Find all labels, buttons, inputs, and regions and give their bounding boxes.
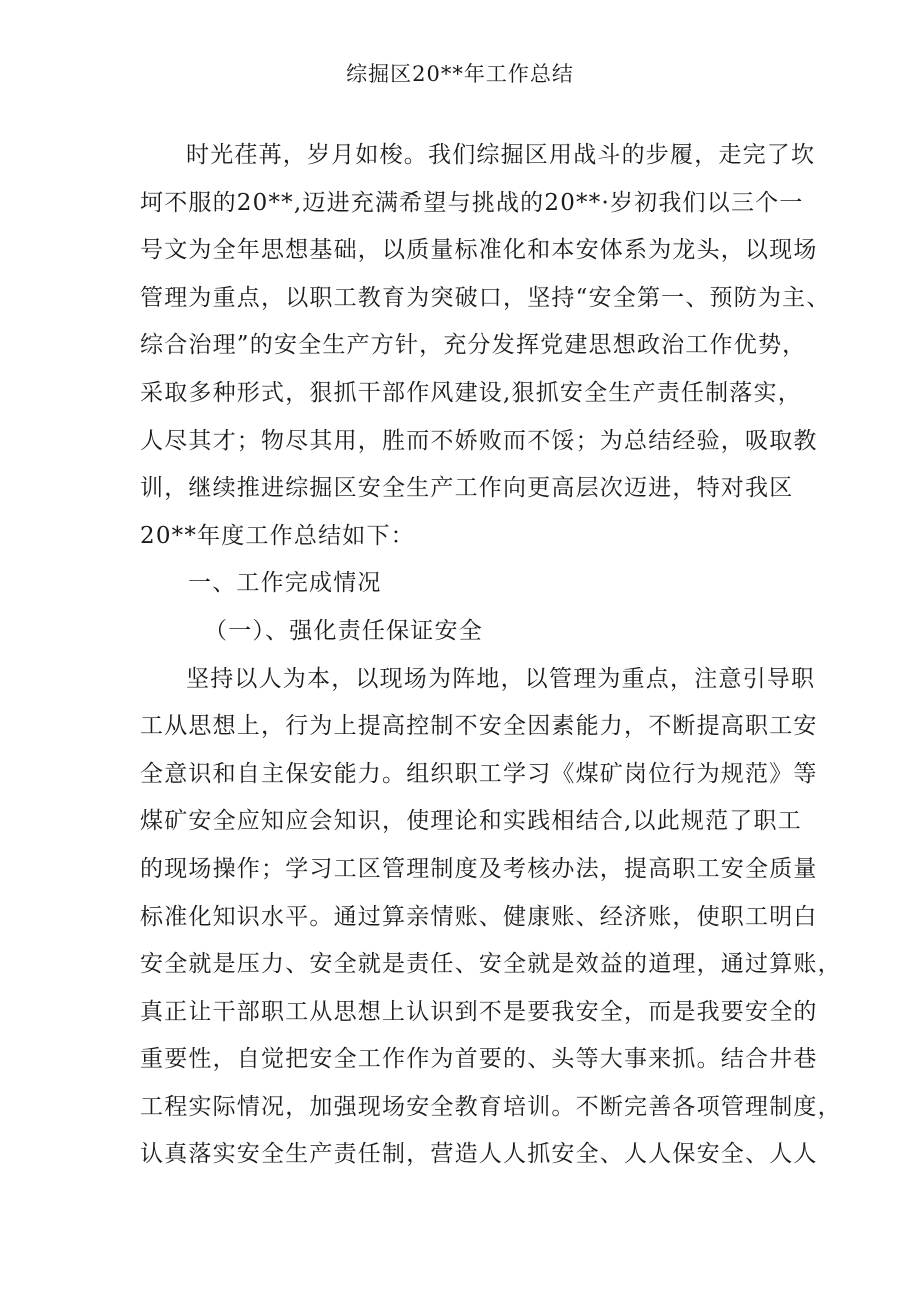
text-line: 真正让干部职工从思想上认识到不是要我安全，而是我要安全的: [140, 998, 818, 1025]
intro-paragraph: [140, 132, 831, 560]
text-line: 坚持以人为本，以现场为阵地，以管理为重点，注意引导职: [186, 665, 816, 692]
text-line: 综合治理”的安全生产方针，充分发挥党建思想政治工作优势，: [140, 332, 807, 359]
text-line: 人尽其才；物尽其用，胜而不娇败而不馁；为总结经验，吸取教: [140, 427, 818, 454]
text-line: 采取多种形式，狠抓干部作风建设,狠抓安全生产责任制落实，: [140, 379, 802, 406]
text-line: 训，继续推进综掘区安全生产工作向更高层次迈进，特对我区: [140, 475, 794, 502]
section-paragraph: [140, 656, 842, 1180]
text-line: 标准化知识水平。通过算亲情账、健康账、经济账，使职工明白: [140, 903, 818, 930]
text-line: 号文为全年思想基础，以质量标准化和本安体系为龙头，以现场: [140, 237, 818, 264]
text-line: 的现场操作；学习工区管理制度及考核办法，提高职工安全质量: [140, 855, 818, 882]
section-heading: 一、工作完成情况: [188, 570, 382, 597]
document-body: [140, 132, 842, 1179]
text-line: 工从思想上，行为上提高控制不安全因素能力，不断提高职工安: [140, 713, 818, 740]
text-line: 20**年度工作总结如下：: [140, 522, 415, 549]
text-line: 工程实际情况，加强现场安全教育培训。不断完善各项管理制度，: [140, 1093, 842, 1120]
text-line: 安全就是压力、安全就是责任、安全就是效益的道理，通过算账，: [140, 951, 842, 978]
text-line: 全意识和自主保安能力。组织职工学习《煤矿岗位行为规范》等: [140, 760, 818, 787]
text-line: 认真落实安全生产责任制，营造人人抓安全、人人保安全、人人: [140, 1141, 818, 1168]
text-line: 煤矿安全应知应会知识，使理论和实践相结合,以此规范了职工: [140, 808, 802, 835]
text-line: 坷不服的20**,迈进充满希望与挑战的20**·岁初我们以三个一: [140, 189, 804, 216]
text-line: 管理为重点，以职工教育为突破口，坚持“安全第一、预防为主、: [140, 284, 831, 311]
text-line: 时光荏苒，岁月如梭。我们综掘区用战斗的步履，走完了坎: [186, 142, 816, 168]
document-title: 综掘区20**年工作总结: [346, 62, 574, 86]
subsection-heading: （一）、强化责任保证安全: [204, 617, 483, 644]
text-line: 重要性，自觉把安全工作作为首要的、头等大事来抓。结合井巷: [140, 1046, 818, 1073]
